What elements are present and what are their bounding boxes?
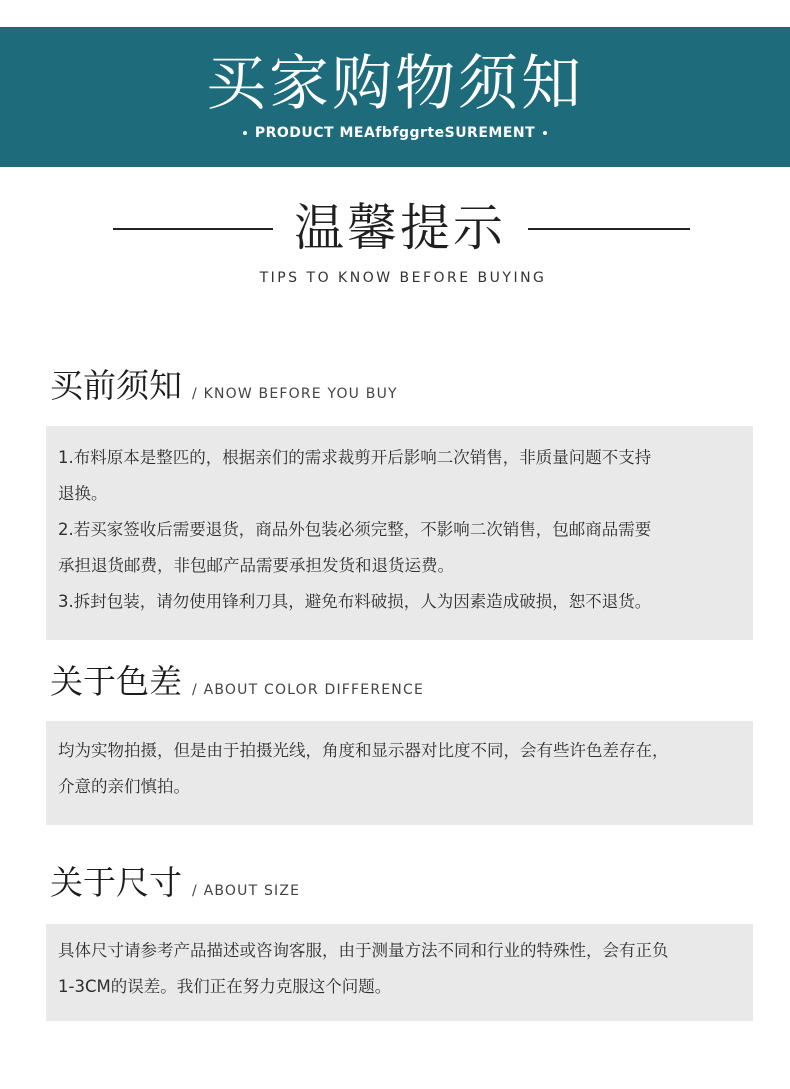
section-heading-size [50, 863, 300, 903]
text-line: 具体尺寸请参考产品描述或咨询客服，由于测量方法不同和行业的特殊性，会有正负 [58, 941, 669, 960]
section-subtitle: / ABOUT SIZE [192, 883, 301, 899]
dot-icon [543, 131, 547, 135]
section-subtitle: / ABOUT COLOR DIFFERENCE [192, 682, 424, 698]
text-line: 退换。 [58, 484, 108, 503]
section-box-size [46, 924, 753, 1021]
section-heading-before-buy [50, 366, 398, 406]
tips-subtitle: TIPS TO KNOW BEFORE BUYING [259, 270, 547, 286]
section-title: 关于尺寸 [50, 863, 182, 902]
text-line: 2.若买家签收后需要退货，商品外包装必须完整，不影响二次销售，包邮商品需要 [58, 520, 652, 539]
text-line: 1.布料原本是整匹的，根据亲们的需求裁剪开后影响二次销售，非质量问题不支持 [58, 448, 652, 467]
banner-title: 买家购物须知 [206, 49, 584, 119]
section-heading-color-difference [50, 662, 424, 702]
section-title: 买前须知 [50, 366, 182, 405]
banner-subtitle-text: PRODUCT MEAfbfggrteSUREMENT [254, 125, 536, 141]
divider-left [113, 228, 273, 230]
text-line: 介意的亲们慎拍。 [58, 777, 190, 796]
tips-title: 温馨提示 [294, 199, 506, 257]
text-line: 3.拆封包装，请勿使用锋利刀具，避免布料破损，人为因素造成破损，恕不退货。 [58, 592, 652, 611]
section-title: 关于色差 [50, 662, 182, 701]
text-line: 均为实物拍摄，但是由于拍摄光线，角度和显示器对比度不同，会有些许色差存在， [58, 741, 669, 760]
divider-right [528, 228, 690, 230]
text-line: 1-3CM的误差。我们正在努力克服这个问题。 [58, 977, 392, 996]
text-line: 承担退货邮费，非包邮产品需要承担发货和退货运费。 [58, 556, 454, 575]
section-box-color-difference [46, 721, 753, 825]
banner-subtitle [0, 125, 790, 141]
section-subtitle: / KNOW BEFORE YOU BUY [192, 386, 398, 402]
section-box-before-buy [46, 426, 753, 640]
dot-icon [243, 131, 247, 135]
